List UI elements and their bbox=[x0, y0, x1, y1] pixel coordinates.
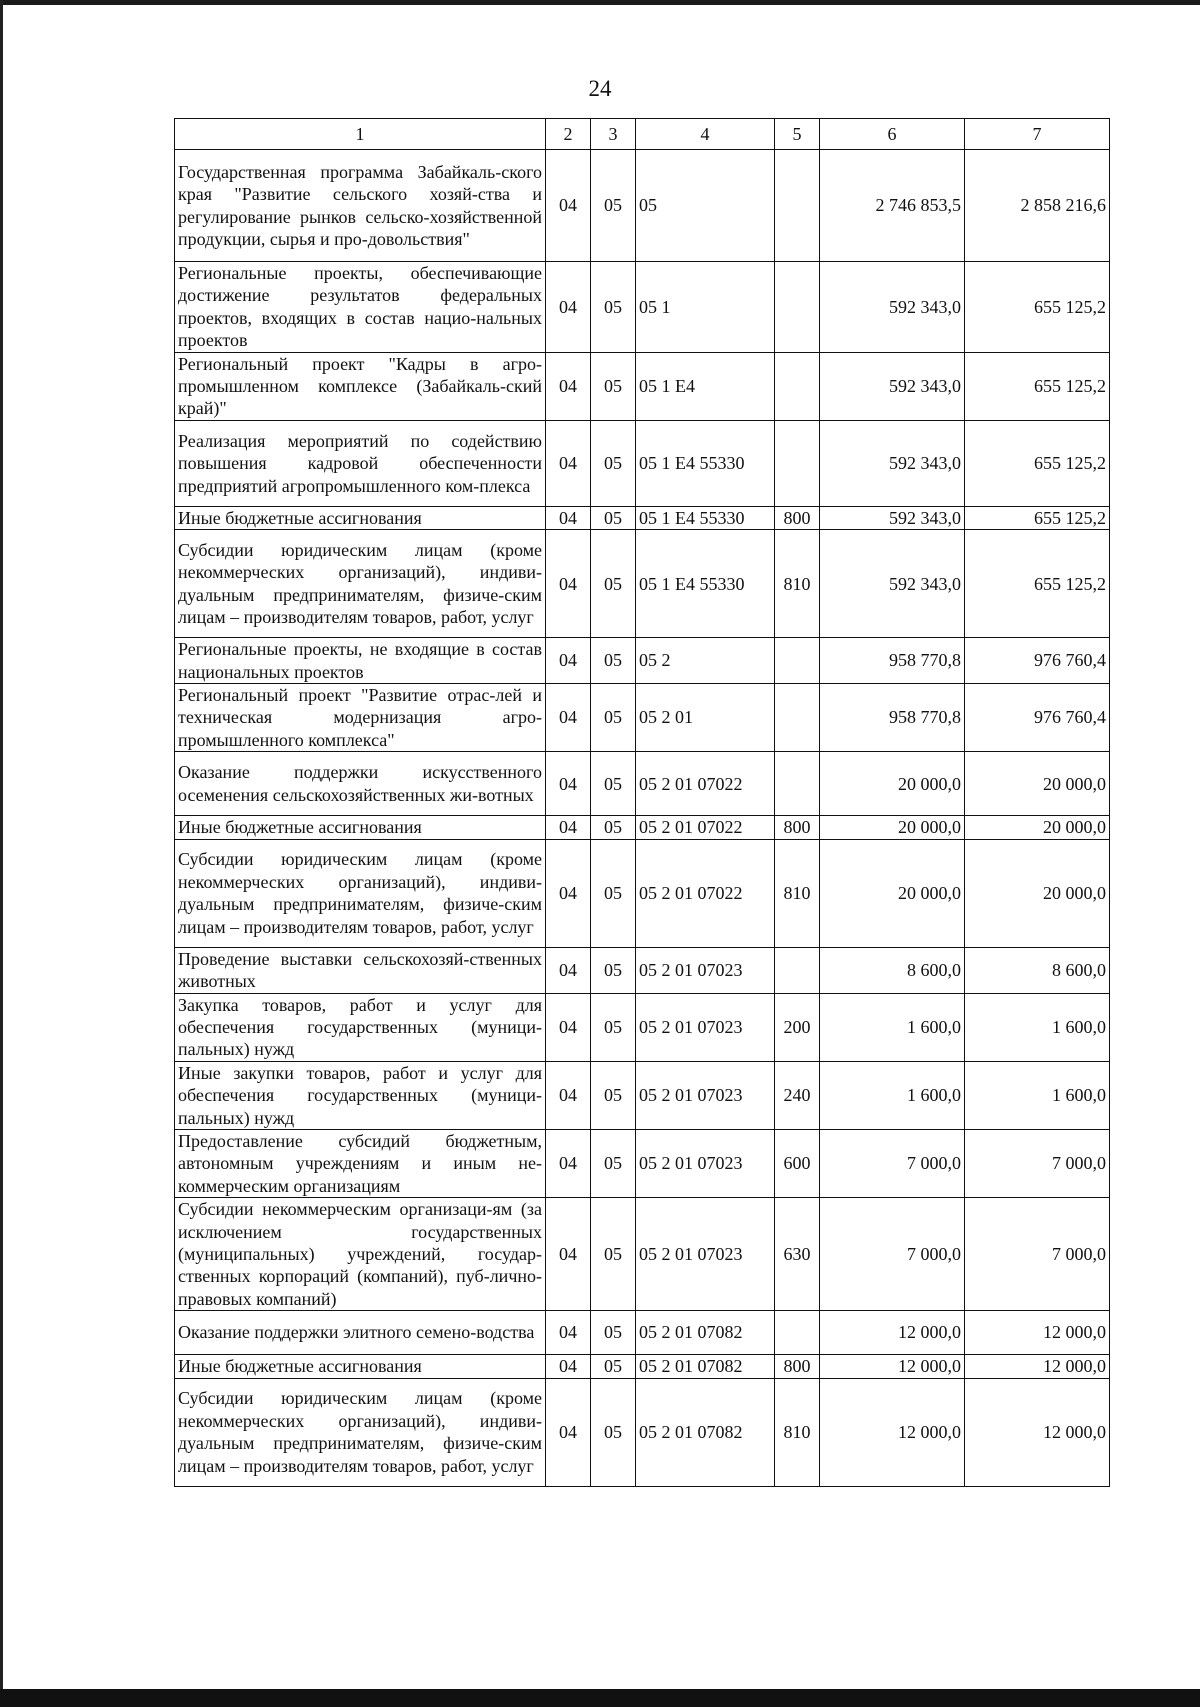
row-name-cell: Иные бюджетные ассигнования bbox=[175, 506, 546, 529]
amount-year-1-cell: 958 770,8 bbox=[820, 638, 965, 684]
amount-year-2-cell: 20 000,0 bbox=[965, 839, 1110, 947]
target-article-cell: 05 2 01 07022 bbox=[636, 839, 775, 947]
scan-border-left bbox=[0, 0, 3, 1707]
amount-year-1-cell: 592 343,0 bbox=[820, 506, 965, 529]
table-row bbox=[175, 947, 1110, 993]
table-row bbox=[175, 1378, 1110, 1486]
amount-year-1-cell: 958 770,8 bbox=[820, 684, 965, 752]
target-article-cell: 05 1 Е4 bbox=[636, 352, 775, 420]
target-article-cell: 05 2 01 07023 bbox=[636, 1129, 775, 1197]
amount-year-1-cell: 592 343,0 bbox=[820, 530, 965, 638]
expense-type-cell: 810 bbox=[775, 530, 820, 638]
section-code-cell: 04 bbox=[546, 947, 591, 993]
section-code-cell: 04 bbox=[546, 1198, 591, 1311]
table-body bbox=[175, 150, 1110, 1487]
expense-type-cell bbox=[775, 352, 820, 420]
amount-year-2-cell: 8 600,0 bbox=[965, 947, 1110, 993]
expense-type-cell: 800 bbox=[775, 506, 820, 529]
row-name-cell: Оказание поддержки искусственного осеменения сельскохозяйственных жи-вотных bbox=[175, 752, 546, 816]
amount-year-2-cell: 1 600,0 bbox=[965, 1061, 1110, 1129]
expense-type-cell bbox=[775, 638, 820, 684]
section-code-cell: 04 bbox=[546, 1311, 591, 1355]
subsection-code-cell: 05 bbox=[591, 420, 636, 506]
expense-type-cell: 800 bbox=[775, 1355, 820, 1378]
subsection-code-cell: 05 bbox=[591, 1355, 636, 1378]
column-header-4: 4 bbox=[636, 119, 775, 150]
section-code-cell: 04 bbox=[546, 1355, 591, 1378]
target-article-cell: 05 2 01 bbox=[636, 684, 775, 752]
section-code-cell: 04 bbox=[546, 530, 591, 638]
amount-year-2-cell: 976 760,4 bbox=[965, 638, 1110, 684]
section-code-cell: 04 bbox=[546, 993, 591, 1061]
section-code-cell: 04 bbox=[546, 752, 591, 816]
amount-year-1-cell: 2 746 853,5 bbox=[820, 150, 965, 262]
table-row bbox=[175, 530, 1110, 638]
subsection-code-cell: 05 bbox=[591, 262, 636, 353]
table-row bbox=[175, 1355, 1110, 1378]
table-row bbox=[175, 839, 1110, 947]
table-row bbox=[175, 816, 1110, 839]
row-name-cell: Иные бюджетные ассигнования bbox=[175, 816, 546, 839]
section-code-cell: 04 bbox=[546, 638, 591, 684]
subsection-code-cell: 05 bbox=[591, 506, 636, 529]
expense-type-cell: 810 bbox=[775, 1378, 820, 1486]
expense-type-cell: 240 bbox=[775, 1061, 820, 1129]
section-code-cell: 04 bbox=[546, 352, 591, 420]
table-row bbox=[175, 752, 1110, 816]
column-header-5: 5 bbox=[775, 119, 820, 150]
amount-year-2-cell: 655 125,2 bbox=[965, 506, 1110, 529]
amount-year-2-cell: 976 760,4 bbox=[965, 684, 1110, 752]
section-code-cell: 04 bbox=[546, 506, 591, 529]
table-row bbox=[175, 352, 1110, 420]
amount-year-1-cell: 20 000,0 bbox=[820, 839, 965, 947]
amount-year-2-cell: 655 125,2 bbox=[965, 262, 1110, 353]
table-row bbox=[175, 1311, 1110, 1355]
target-article-cell: 05 2 01 07082 bbox=[636, 1355, 775, 1378]
table-row bbox=[175, 1198, 1110, 1311]
row-name-cell: Субсидии юридическим лицам (кроме некоммерческих организаций), индиви-дуальным предпринимателям, физиче-ским лицам – производителям товаров, работ, услуг bbox=[175, 839, 546, 947]
amount-year-1-cell: 1 600,0 bbox=[820, 1061, 965, 1129]
amount-year-2-cell: 12 000,0 bbox=[965, 1311, 1110, 1355]
expense-type-cell: 600 bbox=[775, 1129, 820, 1197]
column-number-header-row bbox=[175, 119, 1110, 150]
target-article-cell: 05 1 Е4 55330 bbox=[636, 530, 775, 638]
row-name-cell: Проведение выставки сельскохозяй-ственных животных bbox=[175, 947, 546, 993]
column-header-2: 2 bbox=[546, 119, 591, 150]
amount-year-1-cell: 12 000,0 bbox=[820, 1311, 965, 1355]
target-article-cell: 05 2 01 07022 bbox=[636, 816, 775, 839]
subsection-code-cell: 05 bbox=[591, 1061, 636, 1129]
amount-year-1-cell: 12 000,0 bbox=[820, 1355, 965, 1378]
target-article-cell: 05 1 Е4 55330 bbox=[636, 420, 775, 506]
row-name-cell: Иные закупки товаров, работ и услуг для обеспечения государственных (муници-пальных) нужд bbox=[175, 1061, 546, 1129]
expense-type-cell bbox=[775, 684, 820, 752]
table-row bbox=[175, 506, 1110, 529]
row-name-cell: Предоставление субсидий бюджетным, автономным учреждениям и иным не-коммерческим организациям bbox=[175, 1129, 546, 1197]
target-article-cell: 05 bbox=[636, 150, 775, 262]
target-article-cell: 05 1 Е4 55330 bbox=[636, 506, 775, 529]
amount-year-1-cell: 8 600,0 bbox=[820, 947, 965, 993]
amount-year-2-cell: 655 125,2 bbox=[965, 420, 1110, 506]
amount-year-2-cell: 655 125,2 bbox=[965, 352, 1110, 420]
amount-year-2-cell: 2 858 216,6 bbox=[965, 150, 1110, 262]
section-code-cell: 04 bbox=[546, 420, 591, 506]
subsection-code-cell: 05 bbox=[591, 352, 636, 420]
amount-year-2-cell: 20 000,0 bbox=[965, 816, 1110, 839]
amount-year-1-cell: 7 000,0 bbox=[820, 1129, 965, 1197]
subsection-code-cell: 05 bbox=[591, 1378, 636, 1486]
row-name-cell: Государственная программа Забайкаль-ского края "Развитие сельского хозяй-ства и регулирование рынков сельско-хозяйственной продукции, сырья и про-довольствия" bbox=[175, 150, 546, 262]
amount-year-2-cell: 12 000,0 bbox=[965, 1378, 1110, 1486]
section-code-cell: 04 bbox=[546, 150, 591, 262]
table-row bbox=[175, 684, 1110, 752]
subsection-code-cell: 05 bbox=[591, 530, 636, 638]
table-row bbox=[175, 993, 1110, 1061]
row-name-cell: Субсидии некоммерческим организаци-ям (за исключением государственных (муниципальных) учреждений, государ-ственных корпораций (компаний), пуб-лично-правовых компаний) bbox=[175, 1198, 546, 1311]
expense-type-cell: 630 bbox=[775, 1198, 820, 1311]
row-name-cell: Региональные проекты, обеспечивающие достижение результатов федеральных проектов, входящих в состав нацио-нальных проектов bbox=[175, 262, 546, 353]
table-row bbox=[175, 420, 1110, 506]
amount-year-1-cell: 12 000,0 bbox=[820, 1378, 965, 1486]
subsection-code-cell: 05 bbox=[591, 150, 636, 262]
expense-type-cell: 800 bbox=[775, 816, 820, 839]
table-row bbox=[175, 638, 1110, 684]
expense-type-cell bbox=[775, 420, 820, 506]
subsection-code-cell: 05 bbox=[591, 684, 636, 752]
amount-year-1-cell: 1 600,0 bbox=[820, 993, 965, 1061]
subsection-code-cell: 05 bbox=[591, 993, 636, 1061]
amount-year-2-cell: 655 125,2 bbox=[965, 530, 1110, 638]
row-name-cell: Закупка товаров, работ и услуг для обеспечения государственных (муници-пальных) нужд bbox=[175, 993, 546, 1061]
amount-year-2-cell: 20 000,0 bbox=[965, 752, 1110, 816]
column-header-7: 7 bbox=[965, 119, 1110, 150]
table-row bbox=[175, 262, 1110, 353]
section-code-cell: 04 bbox=[546, 262, 591, 353]
target-article-cell: 05 2 01 07023 bbox=[636, 947, 775, 993]
row-name-cell: Иные бюджетные ассигнования bbox=[175, 1355, 546, 1378]
amount-year-1-cell: 592 343,0 bbox=[820, 262, 965, 353]
subsection-code-cell: 05 bbox=[591, 947, 636, 993]
amount-year-1-cell: 20 000,0 bbox=[820, 752, 965, 816]
expense-type-cell bbox=[775, 1311, 820, 1355]
row-name-cell: Реализация мероприятий по содействию повышения кадровой обеспеченности предприятий агропромышленного ком-плекса bbox=[175, 420, 546, 506]
subsection-code-cell: 05 bbox=[591, 638, 636, 684]
row-name-cell: Субсидии юридическим лицам (кроме некоммерческих организаций), индиви-дуальным предпринимателям, физиче-ским лицам – производителям товаров, работ, услуг bbox=[175, 1378, 546, 1486]
expense-type-cell: 200 bbox=[775, 993, 820, 1061]
amount-year-1-cell: 7 000,0 bbox=[820, 1198, 965, 1311]
amount-year-1-cell: 592 343,0 bbox=[820, 352, 965, 420]
section-code-cell: 04 bbox=[546, 816, 591, 839]
table-row bbox=[175, 150, 1110, 262]
section-code-cell: 04 bbox=[546, 1061, 591, 1129]
expense-type-cell bbox=[775, 947, 820, 993]
target-article-cell: 05 2 01 07023 bbox=[636, 1198, 775, 1311]
budget-table bbox=[174, 118, 1110, 1487]
section-code-cell: 04 bbox=[546, 1129, 591, 1197]
amount-year-2-cell: 12 000,0 bbox=[965, 1355, 1110, 1378]
target-article-cell: 05 2 01 07082 bbox=[636, 1378, 775, 1486]
expense-type-cell bbox=[775, 752, 820, 816]
subsection-code-cell: 05 bbox=[591, 816, 636, 839]
section-code-cell: 04 bbox=[546, 684, 591, 752]
amount-year-2-cell: 1 600,0 bbox=[965, 993, 1110, 1061]
row-name-cell: Региональный проект "Развитие отрас-лей и техническая модернизация агро-промышленного комплекса" bbox=[175, 684, 546, 752]
expense-type-cell: 810 bbox=[775, 839, 820, 947]
table-row bbox=[175, 1061, 1110, 1129]
section-code-cell: 04 bbox=[546, 839, 591, 947]
subsection-code-cell: 05 bbox=[591, 1198, 636, 1311]
table-row bbox=[175, 1129, 1110, 1197]
target-article-cell: 05 2 01 07023 bbox=[636, 1061, 775, 1129]
subsection-code-cell: 05 bbox=[591, 839, 636, 947]
row-name-cell: Субсидии юридическим лицам (кроме некоммерческих организаций), индиви-дуальным предпринимателям, физиче-ским лицам – производителям товаров, работ, услуг bbox=[175, 530, 546, 638]
amount-year-1-cell: 20 000,0 bbox=[820, 816, 965, 839]
amount-year-2-cell: 7 000,0 bbox=[965, 1129, 1110, 1197]
scan-border-top bbox=[0, 0, 1200, 5]
scan-border-bottom bbox=[0, 1689, 1200, 1707]
column-header-6: 6 bbox=[820, 119, 965, 150]
subsection-code-cell: 05 bbox=[591, 1311, 636, 1355]
target-article-cell: 05 2 01 07082 bbox=[636, 1311, 775, 1355]
subsection-code-cell: 05 bbox=[591, 1129, 636, 1197]
expense-type-cell bbox=[775, 262, 820, 353]
target-article-cell: 05 1 bbox=[636, 262, 775, 353]
column-header-1: 1 bbox=[175, 119, 546, 150]
column-header-3: 3 bbox=[591, 119, 636, 150]
target-article-cell: 05 2 01 07023 bbox=[636, 993, 775, 1061]
row-name-cell: Региональные проекты, не входящие в состав национальных проектов bbox=[175, 638, 546, 684]
subsection-code-cell: 05 bbox=[591, 752, 636, 816]
amount-year-2-cell: 7 000,0 bbox=[965, 1198, 1110, 1311]
row-name-cell: Региональный проект "Кадры в агро-промышленном комплексе (Забайкаль-ский край)" bbox=[175, 352, 546, 420]
row-name-cell: Оказание поддержки элитного семено-водства bbox=[175, 1311, 546, 1355]
expense-type-cell bbox=[775, 150, 820, 262]
page-number: 24 bbox=[588, 76, 612, 101]
target-article-cell: 05 2 01 07022 bbox=[636, 752, 775, 816]
target-article-cell: 05 2 bbox=[636, 638, 775, 684]
section-code-cell: 04 bbox=[546, 1378, 591, 1486]
amount-year-1-cell: 592 343,0 bbox=[820, 420, 965, 506]
